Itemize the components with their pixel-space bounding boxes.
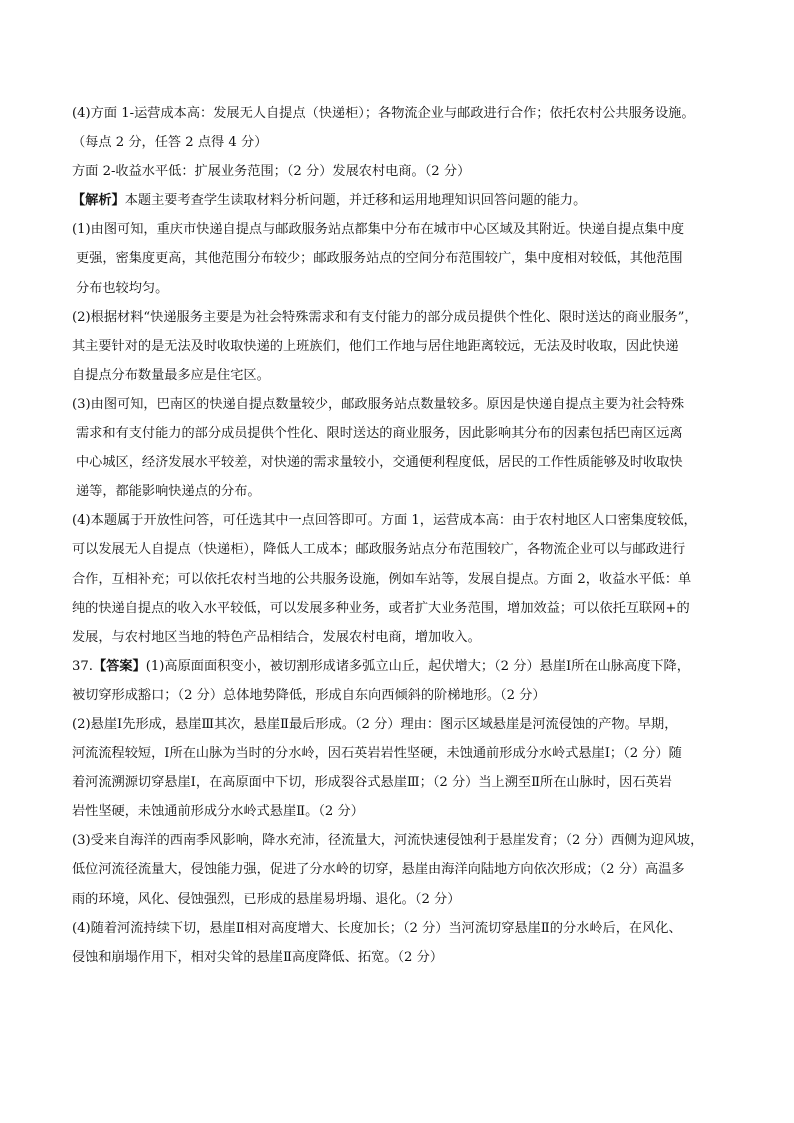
text-line-analysis-4c: 合作，互相补充；可以依托农村当地的公共服务设施，例如车站等，发展自提点。方面 2，收益水平低：单 — [72, 571, 692, 587]
text-line-q37-answer-3c: 雨的环境，风化、侵蚀强烈，已形成的悬崖易坍塌、退化。（2 分） — [72, 891, 461, 907]
answer-page — [72, 99, 732, 972]
analysis-intro-text: 本题主要考查学生读取材料分析问题，并迁移和运用地理知识回答问题的能力。 — [124, 193, 587, 209]
text-line-analysis-3b: 需求和有支付能力的部分成员提供个性化、限时送达的商业服务，因此影响其分布的因素包括巴南区远离 — [76, 426, 683, 442]
text-line-q37-answer-2a: (2)悬崖Ⅰ先形成，悬崖Ⅲ其次，悬崖Ⅱ最后形成。（2 分）理由：图示区域悬崖是河流侵蚀的产物。早期， — [72, 716, 678, 732]
text-line-analysis-3d: 递等，都能影响快递点的分布。 — [76, 484, 261, 500]
text-line-analysis-2c: 自提点分布数量最多应是住宅区。 — [72, 367, 270, 383]
text-line-q4-answer-a: (4)方面 1-运营成本高：发展无人自提点（快递柜）；各物流企业与邮政进行合作；依托农村公共服务设施。 — [72, 106, 695, 121]
text-line-analysis-3c: 中心城区，经济发展水平较差，对快递的需求量较小，交通便利程度低，居民的工作性质能够及时收取快 — [76, 455, 683, 471]
text-line-analysis-4d: 纯的快递自提点的收入水平较低，可以发展多种业务，或者扩大业务范围，增加效益；可以依托互联网+的 — [72, 600, 690, 616]
text-line-analysis-4b: 可以发展无人自提点（快递柜），降低人工成本；邮政服务站点分布范围较广，各物流企业可以与邮政进行 — [72, 542, 686, 558]
text-line-analysis-2b: 其主要针对的是无法及时收取快递的上班族们，他们工作地与居住地距离较远，无法及时收取，因此快递 — [72, 338, 679, 354]
text-line-q37-answer-2b: 河流流程较短，Ⅰ所在山脉为当时的分水岭，因石英岩岩性坚硬，未蚀通前形成分水岭式悬崖Ⅰ；（2 分）随 — [72, 746, 682, 762]
text-line-q37-answer-2c: 着河流溯源切穿悬崖Ⅰ，在高原面中下切，形成裂谷式悬崖Ⅲ；（2 分）当上溯至Ⅱ所在山脉时，因石英岩 — [72, 775, 672, 791]
text-line-q37-answer-2d: 岩性坚硬，未蚀通前形成分水岭式悬崖Ⅱ。（2 分） — [72, 804, 364, 820]
text-line-q37-answer-1a — [72, 652, 732, 681]
text-line-analysis-4e: 发展，与农村地区当地的特色产品相结合，发展农村电商，增加收入。 — [72, 629, 481, 645]
text-line-analysis-intro — [72, 186, 732, 215]
text-line-analysis-3a: (3)由图可知，巴南区的快递自提点数量较少，邮政服务站点数量较多。原因是快递自提点主要为社会特殊 — [72, 396, 685, 412]
text-line-q37-answer-4b: 侵蚀和崩塌作用下，相对尖耸的悬崖Ⅱ高度降低、拓宽。（2 分） — [72, 949, 444, 965]
text-line-q4-answer-b: 方面 2-收益水平低：扩展业务范围；（2 分）发展农村电商。（2 分） — [72, 164, 471, 180]
question-number: 37. — [72, 658, 93, 674]
text-line-analysis-4a: (4)本题属于开放性问答，可任选其中一点回答即可。方面 1，运营成本高：由于农村地区人口密集度较低， — [72, 513, 697, 529]
text-line-q37-answer-3a: (3)受来自海洋的西南季风影响，降水充沛，径流量大，河流快速侵蚀利于悬崖发育；（2 分）西侧为迎风坡， — [72, 833, 704, 849]
answer-tag: 【答案】 — [92, 658, 146, 674]
text-line-q37-answer-1b: 被切穿形成豁口；（2 分）总体地势降低，形成自东向西倾斜的阶梯地形。（2 分） — [72, 687, 546, 703]
analysis-tag: 【解析】 — [72, 193, 125, 209]
text-line-q37-answer-3b: 低位河流径流量大，侵蚀能力强，促进了分水岭的切穿，悬崖由海洋向陆地方向依次形成；（2 分）高温多 — [72, 862, 685, 878]
q37-answer-1a-text: (1)高原面面积变小，被切割形成诸多弧立山丘，起伏增大；（2 分）悬崖Ⅰ所在山脉高度下降， — [145, 658, 690, 674]
text-line-analysis-1a: (1)由图可知，重庆市快递自提点与邮政服务站点都集中分布在城市中心区域及其附近。快递自提点集中度 — [72, 222, 685, 238]
text-line-analysis-1b: 更强，密集度更高，其他范围分布较少；邮政服务站点的空间分布范围较广，集中度相对较低，其他范围 — [76, 251, 683, 267]
text-line-q4-scoring: （每点 2 分，任答 2 点得 4 分） — [72, 135, 268, 151]
text-line-analysis-2a: (2)根据材料“快递服务主要是为社会特殊需求和有支付能力的部分成员提供个性化、限时送达的商业服务”， — [72, 309, 698, 325]
text-line-analysis-1c: 分布也较均匀。 — [76, 280, 169, 296]
text-line-q37-answer-4a: (4)随着河流持续下切，悬崖Ⅱ相对高度增大、长度加长；（2 分）当河流切穿悬崖Ⅱ的分水岭后，在风化、 — [72, 920, 682, 936]
